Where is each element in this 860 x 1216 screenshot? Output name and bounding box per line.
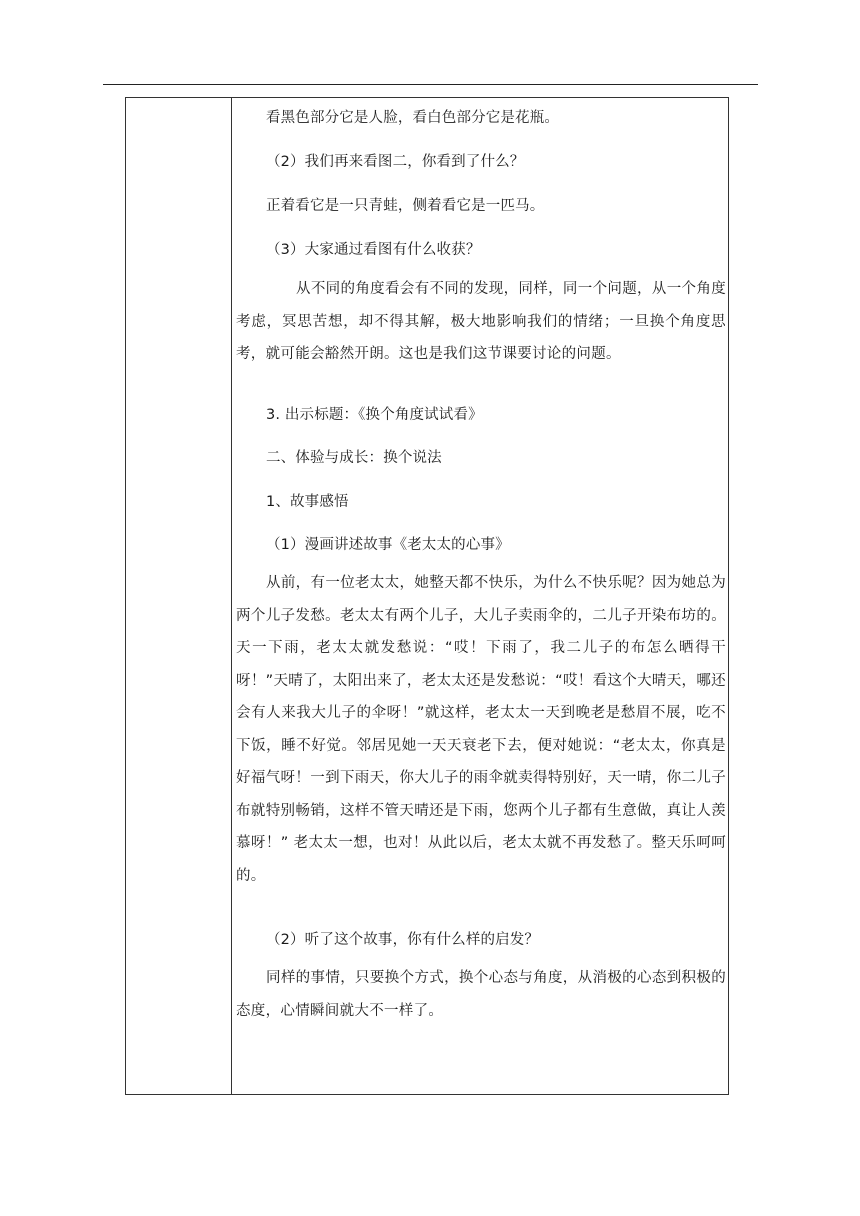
text-line: （2）听了这个故事，你有什么样的启发？ [266, 932, 540, 948]
section-heading: 1、故事感悟 [266, 494, 349, 510]
section-heading: 二、体验与成长：换个说法 [266, 450, 442, 466]
text-line: （2）我们再来看图二，你看到了什么？ [266, 154, 525, 170]
header-rule [103, 84, 758, 85]
text-line: 正着看它是一只青蛙，侧着看它是一匹马。 [266, 198, 545, 214]
text-line: （1）漫画讲述故事《老太太的心事》 [266, 537, 510, 553]
story-paragraph: 从前，有一位老太太，她整天都不快乐，为什么不快乐呢？因为她总为两个儿子发愁。老太太有两个儿子，大儿子卖雨伞的，二儿子开染布坊的。天一下雨，老太太就发愁说：“哎！下雨了，我二儿子的布怎么晒得干呀！”天晴了，太阳出来了，老太太还是发愁说：“哎！看这个大晴天，哪还会有人来我大儿子的伞呀！”就这样，老太太一天到晚老是愁眉不展，吃不下饭，睡不好觉。邻居见她一天天衰老下去，便对她说：“老太太，你真是好福气呀！一到下雨天，你大儿子的雨伞就卖得特别好，天一晴，你二儿子布就特别畅销，这样不管天晴还是下雨，您两个儿子都有生意做，真让人羡慕呀！” 老太太一想，也对！从此以后，老太太就不再发愁了。整天乐呵呵的。 [236, 575, 726, 884]
paragraph: 同样的事情，只要换个方式，换个心态与角度，从消极的心态到积极的态度，心情瞬间就大不一样了。 [236, 970, 726, 1019]
text-line: （3）大家通过看图有什么收获？ [266, 242, 481, 258]
paragraph: 从不同的角度看会有不同的发现，同样，同一个问题，从一个角度考虑，冥思苦想，却不得其解，极大地影响我们的情绪；一旦换个角度思考，就可能会豁然开朗。这也是我们这节课要讨论的问题。 [236, 281, 726, 362]
section-heading: 3. 出示标题：《换个角度试试看》 [266, 407, 483, 423]
text-line: 看黑色部分它是人脸，看白色部分它是花瓶。 [266, 110, 559, 126]
column-divider [231, 97, 232, 1095]
